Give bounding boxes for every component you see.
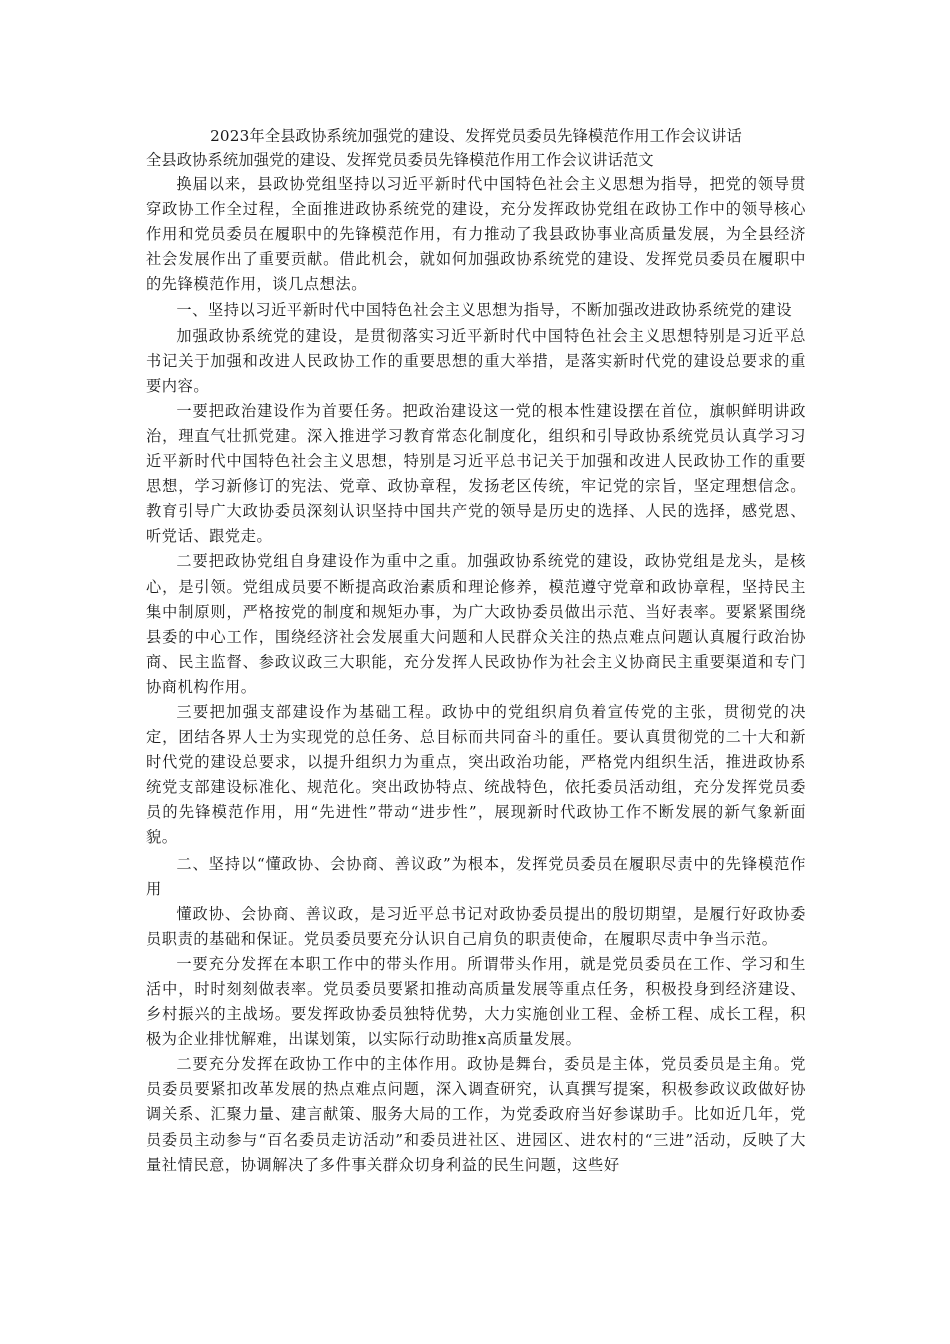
document-subtitle: 全县政协系统加强党的建设、发挥党员委员先锋模范作用工作会议讲话范文	[146, 151, 654, 169]
section-heading-2: 二、坚持以“懂政协、会协商、善议政”为根本，发挥党员委员在履职尽责中的先锋模范作用	[146, 854, 806, 898]
paragraph-intro: 换届以来，县政协党组坚持以习近平新时代中国特色社会主义思想为指导，把党的领导贯穿政协工作全过程，全面推进政协系统党的建设，充分发挥政协党组在政协工作中的领导核心作用和党员委员在履职中的先锋模范作用，有力推动了我县政协事业高质量发展，为全县经济社会发展作出了重要贡献。借此机会，就如何加强政协系统党的建设、发挥党员委员在履职中的先锋模范作用，谈几点想法。	[146, 175, 806, 294]
paragraph: 二要充分发挥在政协工作中的主体作用。政协是舞台，委员是主体，党员委员是主角。党员委员要紧扣改革发展的热点难点问题，深入调查研究，认真撰写提案，积极参政议政做好协调关系、汇聚力量、建言献策、服务大局的工作，为党委政府当好参谋助手。比如近几年，党员委员主动参与“百名委员走访活动”和委员进社区、进园区、进农村的“三进”活动，反映了大量社情民意，协调解决了多件事关群众切身利益的民生问题，这些好	[146, 1055, 806, 1174]
paragraph: 加强政协系统党的建设，是贯彻落实习近平新时代中国特色社会主义思想特别是习近平总书记关于加强和改进人民政协工作的重要思想的重大举措，是落实新时代党的建设总要求的重要内容。	[146, 326, 806, 395]
document-page	[146, 124, 806, 1178]
document-title: 2023年全县政协系统加强党的建设、发挥党员委员先锋模范作用工作会议讲话	[210, 127, 742, 145]
paragraph: 一要把政治建设作为首要任务。把政治建设这一党的根本性建设摆在首位，旗帜鲜明讲政治，理直气壮抓党建。深入推进学习教育常态化制度化，组织和引导政协系统党员认真学习习近平新时代中国特色社会主义思想，特别是习近平总书记关于加强和改进人民政协工作的重要思想，学习新修订的宪法、党章、政协章程，发扬老区传统，牢记党的宗旨，坚定理想信念。教育引导广大政协委员深刻认识坚持中国共产党的领导是历史的选择、人民的选择，感党恩、听党话、跟党走。	[146, 401, 806, 546]
paragraph: 三要把加强支部建设作为基础工程。政协中的党组织肩负着宣传党的主张，贯彻党的决定，团结各界人士为实现党的总任务、总目标而共同奋斗的重任。要认真贯彻党的二十大和新时代党的建设总要求，以提升组织力为重点，突出政治功能，严格党内组织生活，推进政协系统党支部建设标准化、规范化。突出政协特点、统战特色，依托委员活动组，充分发挥党员委员的先锋模范作用，用“先进性”带动“进步性”，展现新时代政协工作不断发展的新气象新面貌。	[146, 702, 806, 847]
paragraph: 懂政协、会协商、善议政，是习近平总书记对政协委员提出的殷切期望，是履行好政协委员职责的基础和保证。党员委员要充分认识自己肩负的职责使命，在履职尽责中争当示范。	[146, 904, 806, 948]
section-heading-1: 一、坚持以习近平新时代中国特色社会主义思想为指导，不断加强改进政协系统党的建设	[176, 301, 793, 320]
paragraph: 二要把政协党组自身建设作为重中之重。加强政协系统党的建设，政协党组是龙头，是核心，是引领。党组成员要不断提高政治素质和理论修养，模范遵守党章和政协章程，坚持民主集中制原则，严格按党的制度和规矩办事，为广大政协委员做出示范、当好表率。要紧紧围绕县委的中心工作，围绕经济社会发展重大问题和人民群众关注的热点难点问题认真履行政治协商、民主监督、参政议政三大职能，充分发挥人民政协作为社会主义协商民主重要渠道和专门协商机构作用。	[146, 552, 806, 696]
paragraph: 一要充分发挥在本职工作中的带头作用。所谓带头作用，就是党员委员在工作、学习和生活中，时时刻刻做表率。党员委员要紧扣推动高质量发展等重点任务，积极投身到经济建设、乡村振兴的主战场。要发挥政协委员独特优势，大力实施创业工程、金桥工程、成长工程，积极为企业排忧解难，出谋划策，以实际行动助推x高质量发展。	[146, 954, 806, 1049]
